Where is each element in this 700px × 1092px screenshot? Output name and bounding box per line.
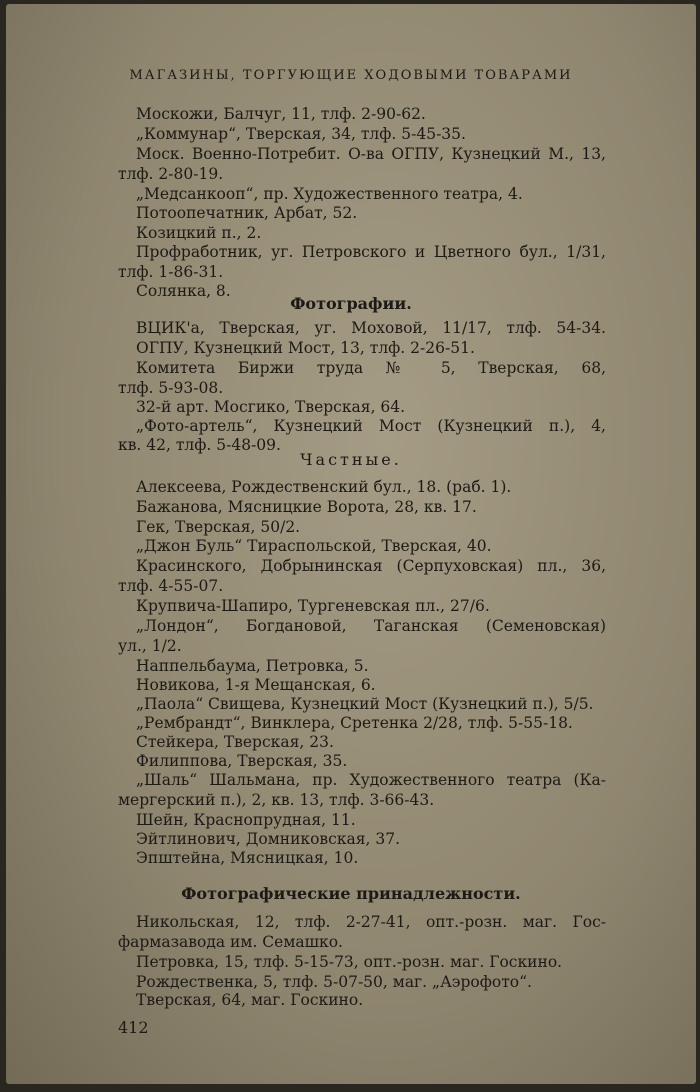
entry-line: Стейкера, Тверская, 23.: [136, 733, 334, 751]
entry-line: ул., 1/2.: [118, 637, 182, 655]
entry-line: Козицкий п., 2.: [136, 224, 262, 242]
entry-line: Никольская, 12, тлф. 2-27-41, опт.-розн. маг. Гос-: [136, 913, 606, 931]
entry-line: „Паола“ Свищева, Кузнецкий Мост (Кузнецкий п.), 5/5.: [136, 695, 594, 713]
entry-line: „Шаль“ Шальмана, пр. Художественного театра (Ка-: [136, 771, 606, 789]
entry-line: Моск. Военно-Потребит. О-ва ОГПУ, Кузнецкий М., 13,: [136, 145, 606, 163]
entry-line: „Лондон“, Богдановой, Таганская (Семеновская): [136, 617, 606, 635]
entry-line: Петровка, 15, тлф. 5-15-73, опт.-розн. маг. Госкино.: [136, 953, 563, 971]
entry-line: Потоопечатник, Арбат, 52.: [136, 204, 358, 222]
entry-line: „Медсанкооп“, пр. Художественного театра, 4.: [136, 185, 523, 203]
entry-line: Профработник, уг. Петровского и Цветного бул., 1/31,: [136, 243, 606, 261]
entry-line: 32-й арт. Мосгико, Тверская, 64.: [136, 398, 406, 416]
section-heading-supplies: Фотографические принадлежности.: [181, 884, 521, 903]
entry-line: „Фото-артель“, Кузнецкий Мост (Кузнецкий п.), 4,: [136, 417, 606, 435]
entry-line: тлф. 4-55-07.: [118, 577, 224, 595]
entry-line: Бажанова, Мясницкие Ворота, 28, кв. 17.: [136, 498, 477, 516]
entry-line: фармазавода им. Семашко.: [118, 933, 343, 951]
entry-line: Комитета Биржи труда № 5, Тверская, 68,: [136, 359, 606, 377]
entry-line: Эпштейна, Мясницкая, 10.: [136, 849, 359, 867]
section-heading-photo: Фотографии.: [290, 294, 412, 313]
entry-line: тлф. 1-86-31.: [118, 263, 224, 281]
entry-line: ВЦИК'а, Тверская, уг. Моховой, 11/17, тлф. 54-34.: [136, 319, 606, 337]
entry-line: Шейн, Краснопрудная, 11.: [136, 811, 356, 829]
entry-line: ОГПУ, Кузнецкий Мост, 13, тлф. 2-26-51.: [136, 339, 475, 357]
entry-line: „Рембрандт“, Винклера, Сретенка 2/28, тлф. 5-55-18.: [136, 714, 573, 732]
entry-line: Рождественка, 5, тлф. 5-07-50, маг. „Аэрофото“.: [136, 973, 532, 991]
entry-line: мергерский п.), 2, кв. 13, тлф. 3-66-43.: [118, 791, 435, 809]
book-page: [6, 4, 696, 1084]
entry-line: Солянка, 8.: [136, 282, 231, 300]
entry-line: Гек, Тверская, 50/2.: [136, 518, 301, 536]
entry-line: Наппельбаума, Петровка, 5.: [136, 657, 369, 675]
entry-line: Эйтлинович, Домниковская, 37.: [136, 830, 401, 848]
running-header: МАГАЗИНЫ, ТОРГУЮЩИЕ ХОДОВЫМИ ТОВАРАМИ: [129, 68, 573, 83]
entry-line: Москожи, Балчуг, 11, тлф. 2-90-62.: [136, 105, 426, 123]
entry-line: Алексеева, Рождественский бул., 18. (раб. 1).: [136, 478, 512, 496]
entry-line: тлф. 5-93-08.: [118, 379, 224, 397]
entry-line: тлф. 2-80-19.: [118, 165, 224, 183]
entry-line: Крупвича-Шапиро, Тургеневская пл., 27/6.: [136, 597, 490, 615]
entry-line: Тверская, 64, маг. Госкино.: [136, 991, 364, 1009]
entry-line: „Джон Буль“ Тираспольской, Тверская, 40.: [136, 537, 492, 555]
entry-line: Новикова, 1-я Мещанская, 6.: [136, 676, 376, 694]
entry-line: „Коммунар“, Тверская, 34, тлф. 5-45-35.: [136, 125, 466, 143]
entry-line: кв. 42, тлф. 5-48-09.: [118, 436, 281, 454]
entry-line: Красинского, Добрынинская (Серпуховская) пл., 36,: [136, 557, 606, 575]
entry-line: Филиппова, Тверская, 35.: [136, 752, 348, 770]
section-heading-private: Частные.: [300, 450, 402, 469]
page-number: 412: [118, 1018, 149, 1037]
